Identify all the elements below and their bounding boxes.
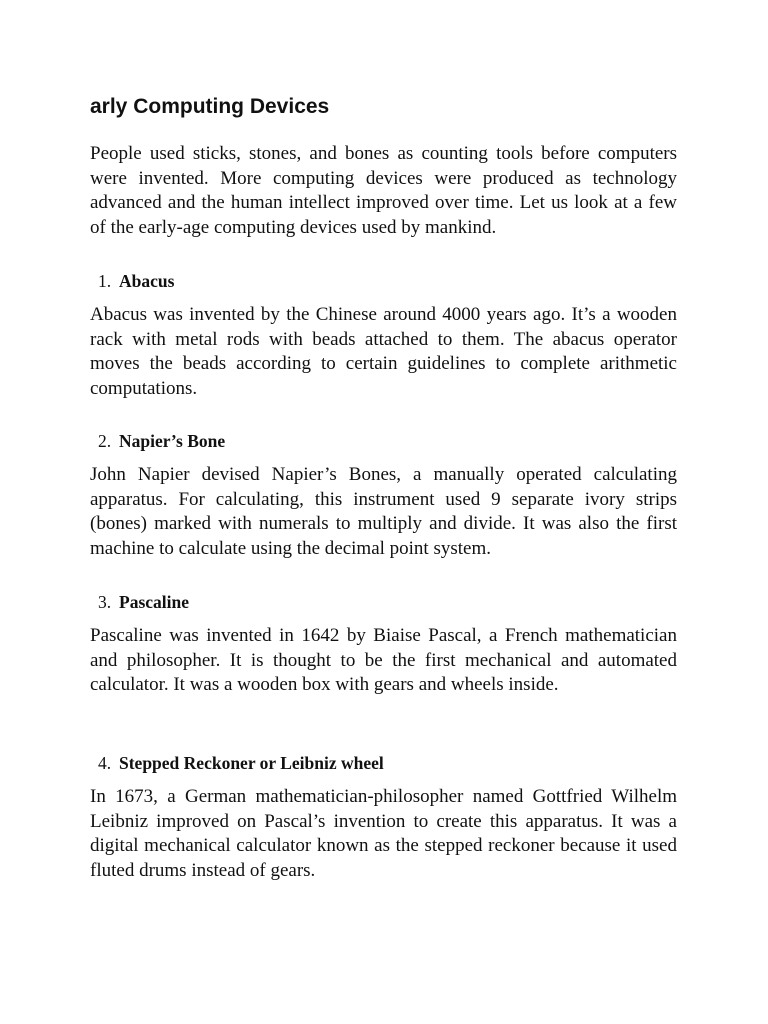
section-title: Napier’s Bone [119, 431, 226, 451]
section-number: 4. [98, 753, 112, 773]
section-number: 3. [98, 592, 112, 612]
section-body-abacus: Abacus was invented by the Chinese around 4000 years ago. It’s a wooden rack with metal rods with beads attached to them. The abacus operator moves the beads according to certain guidelines to complete arithmetic computations. [90, 304, 677, 399]
section-body-napiers-bone: John Napier devised Napier’s Bones, a manually operated calculating apparatus. For calculating, this instrument used 9 separate ivory strips (bones) marked with numerals to multiply and divide. It was also the first machine to calculate using the decimal point system. [90, 464, 677, 559]
section-heading-napiers-bone [98, 430, 225, 452]
section-heading-pascaline [98, 591, 189, 613]
section-title: Abacus [119, 271, 175, 291]
section-number: 1. [98, 271, 112, 291]
intro-paragraph: People used sticks, stones, and bones as counting tools before computers were invented. More computing devices were produced as technology advanced and the human intellect improved over time. Let us look at a few of the early-age computing devices used by mankind. [90, 143, 677, 238]
section-heading-stepped-reckoner [98, 752, 384, 774]
section-body-stepped-reckoner: In 1673, a German mathematician-philosopher named Gottfried Wilhelm Leibniz improved on Pascal’s invention to create this apparatus. It was a digital mechanical calculator known as the stepped reckoner because it used fluted drums instead of gears. [90, 786, 677, 881]
section-heading-abacus [98, 270, 174, 292]
section-number: 2. [98, 431, 112, 451]
section-title: Stepped Reckoner or Leibniz wheel [119, 753, 384, 773]
section-body-pascaline: Pascaline was invented in 1642 by Biaise Pascal, a French mathematician and philosopher. It is thought to be the first mechanical and automated calculator. It was a wooden box with gears and wheels inside. [90, 625, 677, 695]
document-title: arly Computing Devices [90, 95, 330, 118]
section-title: Pascaline [119, 592, 189, 612]
